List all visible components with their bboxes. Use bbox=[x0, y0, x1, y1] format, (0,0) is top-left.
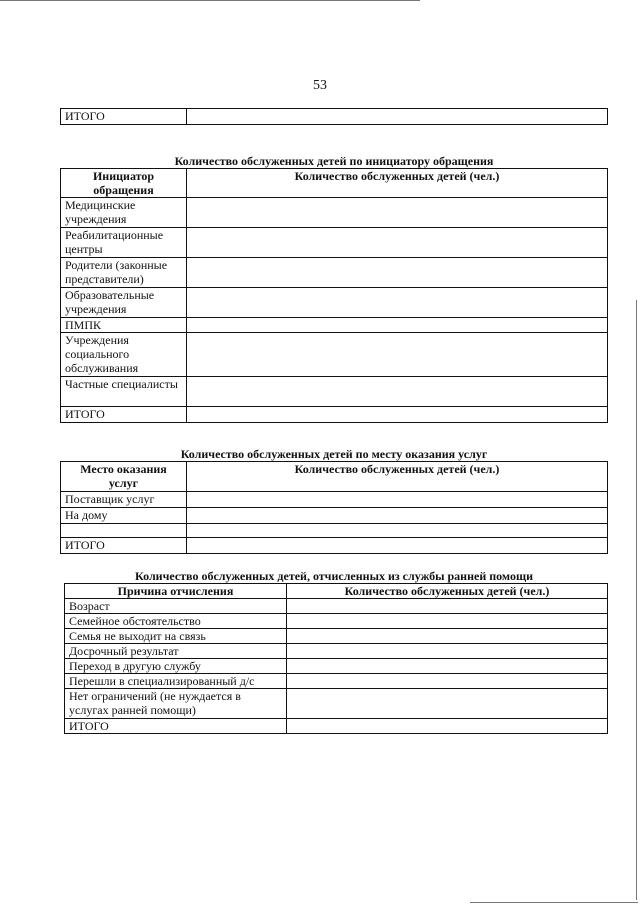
initiator-row-label: Учреждения социального обслуживания bbox=[61, 333, 187, 377]
initiator-row-label: Реабилитационные центры bbox=[61, 228, 187, 258]
scan-edge-line-top bbox=[0, 0, 420, 1]
expelled-count-cell[interactable] bbox=[287, 599, 608, 614]
expelled-row-label: Перешли в специализированный д/с bbox=[65, 674, 287, 689]
expelled-total-cell[interactable] bbox=[287, 719, 608, 734]
expelled-count-cell[interactable] bbox=[287, 614, 608, 629]
expelled-table-title: Количество обслуженных детей, отчисленных из службы ранней помощи bbox=[135, 569, 533, 583]
expelled-row-label: Досрочный результат bbox=[65, 644, 287, 659]
initiator-row-label: Медицинские учреждения bbox=[61, 198, 187, 228]
expelled-col1-header: Причина отчисления bbox=[65, 584, 287, 599]
initiator-count-cell[interactable] bbox=[187, 333, 608, 377]
place-count-cell[interactable] bbox=[187, 508, 608, 524]
scan-edge-line-bottom bbox=[470, 902, 638, 903]
expelled-table bbox=[64, 583, 608, 734]
page-number: 53 bbox=[313, 78, 327, 93]
initiator-row-label: ПМПК bbox=[61, 318, 187, 333]
place-col1-header: Место оказания услуг bbox=[61, 462, 187, 492]
top-total-table bbox=[60, 108, 608, 125]
place-table bbox=[60, 461, 608, 554]
place-table-title: Количество обслуженных детей по месту оказания услуг bbox=[180, 447, 488, 461]
expelled-count-cell[interactable] bbox=[287, 659, 608, 674]
expelled-row-label: Возраст bbox=[65, 599, 287, 614]
expelled-row-label: Переход в другую службу bbox=[65, 659, 287, 674]
place-count-cell[interactable] bbox=[187, 524, 608, 538]
place-row-label: Поставщик услуг bbox=[61, 492, 187, 508]
initiator-total-label: ИТОГО bbox=[61, 407, 187, 423]
initiator-count-cell[interactable] bbox=[187, 318, 608, 333]
initiator-total-cell[interactable] bbox=[187, 407, 608, 423]
top-total-label: ИТОГО bbox=[61, 109, 187, 125]
initiator-count-cell[interactable] bbox=[187, 377, 608, 407]
place-row-label bbox=[61, 524, 187, 538]
initiator-count-cell[interactable] bbox=[187, 258, 608, 288]
scan-edge-line-right bbox=[636, 300, 637, 900]
place-total-cell[interactable] bbox=[187, 538, 608, 554]
initiator-col1-header: Инициатор обращения bbox=[61, 169, 187, 198]
expelled-row-label: Нет ограничений (не нуждается в услугах ранней помощи) bbox=[65, 689, 287, 719]
expelled-count-cell[interactable] bbox=[287, 689, 608, 719]
expelled-count-cell[interactable] bbox=[287, 674, 608, 689]
initiator-table bbox=[60, 168, 608, 423]
place-col2-header: Количество обслуженных детей (чел.) bbox=[187, 462, 608, 492]
initiator-row-label: Образовательные учреждения bbox=[61, 288, 187, 318]
place-count-cell[interactable] bbox=[187, 492, 608, 508]
expelled-row-label: Семья не выходит на связь bbox=[65, 629, 287, 644]
initiator-row-label: Родители (законные представители) bbox=[61, 258, 187, 288]
top-total-value-cell[interactable] bbox=[187, 109, 608, 125]
initiator-count-cell[interactable] bbox=[187, 288, 608, 318]
initiator-row-label: Частные специалисты bbox=[61, 377, 187, 407]
expelled-count-cell[interactable] bbox=[287, 629, 608, 644]
expelled-total-label: ИТОГО bbox=[65, 719, 287, 734]
initiator-col2-header: Количество обслуженных детей (чел.) bbox=[187, 169, 608, 198]
initiator-count-cell[interactable] bbox=[187, 228, 608, 258]
initiator-table-title: Количество обслуженных детей по инициатору обращения bbox=[174, 154, 494, 168]
expelled-row-label: Семейное обстоятельство bbox=[65, 614, 287, 629]
initiator-count-cell[interactable] bbox=[187, 198, 608, 228]
place-row-label: На дому bbox=[61, 508, 187, 524]
expelled-count-cell[interactable] bbox=[287, 644, 608, 659]
place-total-label: ИТОГО bbox=[61, 538, 187, 554]
expelled-col2-header: Количество обслуженных детей (чел.) bbox=[287, 584, 608, 599]
